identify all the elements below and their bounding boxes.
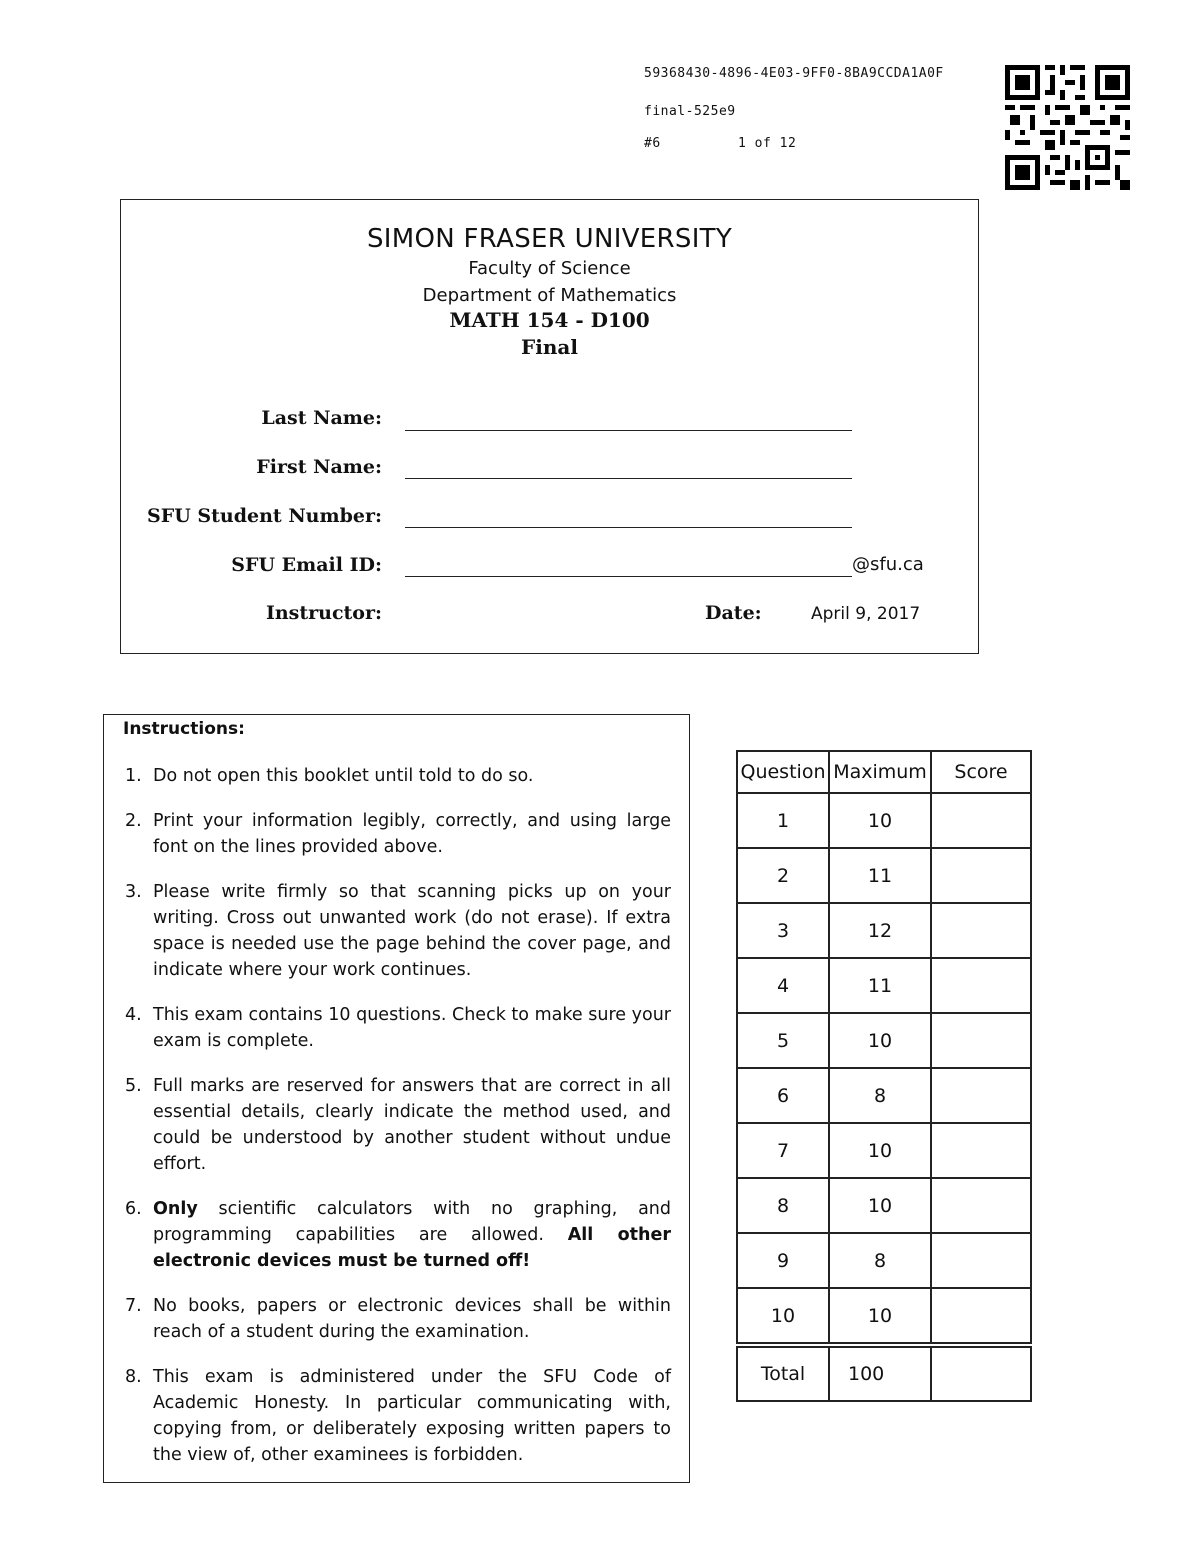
list-item-text: Please write firmly so that scanning picks up on your writing. Cross out unwanted work (do not erase). If extra space is needed use the page behind the cover page, and indicate where your work continues. bbox=[153, 882, 671, 980]
list-item bbox=[121, 1196, 671, 1274]
faculty-name: Faculty of Science bbox=[468, 258, 631, 279]
list-item-number: 2. bbox=[125, 811, 142, 831]
list-item-text: This exam contains 10 questions. Check to make sure your exam is complete. bbox=[153, 1005, 671, 1051]
maximum-cell: 10 bbox=[829, 1123, 931, 1178]
question-cell: 5 bbox=[737, 1013, 829, 1068]
score-cell[interactable] bbox=[931, 1178, 1031, 1233]
list-item-text: No books, papers or electronic devices shall be within reach of a student during the examination. bbox=[153, 1296, 671, 1342]
list-item bbox=[121, 1073, 671, 1177]
instructions-list bbox=[121, 763, 671, 1487]
list-item-text: This exam is administered under the SFU Code of Academic Honesty. In particular communicating with, copying from, or deliberately exposing written papers to the view of, other examinees is forbidden. bbox=[153, 1367, 671, 1465]
table-row bbox=[737, 1233, 1031, 1288]
exam-title: Final bbox=[521, 335, 578, 359]
list-item bbox=[121, 808, 671, 860]
list-item-number: 1. bbox=[125, 766, 142, 786]
question-cell: 8 bbox=[737, 1178, 829, 1233]
list-item-number: 6. bbox=[125, 1199, 142, 1219]
cover-info-box bbox=[120, 199, 979, 654]
total-row bbox=[737, 1345, 1031, 1401]
list-item bbox=[121, 763, 671, 789]
department-name: Department of Mathematics bbox=[422, 285, 677, 306]
instructions-title: Instructions: bbox=[123, 719, 245, 739]
total-maximum: 100 bbox=[829, 1345, 931, 1401]
question-cell: 1 bbox=[737, 793, 829, 848]
table-row bbox=[737, 848, 1031, 903]
last-name-label: Last Name: bbox=[261, 407, 382, 429]
last-name-line[interactable] bbox=[405, 429, 852, 431]
question-header: Question bbox=[737, 751, 829, 793]
list-item-text: Full marks are reserved for answers that are correct in all essential details, clearly indicate the method used, and could be understood by another student without undue effort. bbox=[153, 1076, 671, 1174]
copy-number: #6 bbox=[644, 136, 661, 151]
university-name: SIMON FRASER UNIVERSITY bbox=[366, 224, 733, 254]
maximum-cell: 11 bbox=[829, 848, 931, 903]
table-row bbox=[737, 903, 1031, 958]
maximum-cell: 8 bbox=[829, 1233, 931, 1288]
score-cell[interactable] bbox=[931, 1233, 1031, 1288]
maximum-cell: 10 bbox=[829, 793, 931, 848]
table-row bbox=[737, 1068, 1031, 1123]
list-item-number: 3. bbox=[125, 882, 142, 902]
question-cell: 4 bbox=[737, 958, 829, 1013]
date-value: April 9, 2017 bbox=[811, 604, 921, 624]
score-header: Score bbox=[931, 751, 1031, 793]
maximum-cell: 8 bbox=[829, 1068, 931, 1123]
page-number: 1 of 12 bbox=[738, 136, 797, 151]
question-cell: 2 bbox=[737, 848, 829, 903]
first-name-line[interactable] bbox=[405, 477, 852, 479]
maximum-header: Maximum bbox=[829, 751, 931, 793]
list-item-number: 4. bbox=[125, 1005, 142, 1025]
list-item bbox=[121, 879, 671, 983]
email-label: SFU Email ID: bbox=[231, 554, 382, 576]
email-line[interactable] bbox=[405, 575, 852, 577]
maximum-cell: 10 bbox=[829, 1288, 931, 1345]
score-cell[interactable] bbox=[931, 848, 1031, 903]
list-item-number: 8. bbox=[125, 1367, 142, 1387]
exam-uuid: 59368430-4896-4E03-9FF0-8BA9CCDA1A0F bbox=[644, 66, 944, 81]
table-row bbox=[737, 1123, 1031, 1178]
question-cell: 7 bbox=[737, 1123, 829, 1178]
date-label: Date: bbox=[705, 602, 762, 624]
table-header-row bbox=[737, 751, 1031, 793]
maximum-cell: 10 bbox=[829, 1013, 931, 1068]
table-row bbox=[737, 958, 1031, 1013]
list-item-bold-end: All other electronic devices must be turned off! bbox=[153, 1225, 671, 1271]
total-label: Total bbox=[737, 1345, 829, 1401]
list-item-text: Print your information legibly, correctly, and using large font on the lines provided above. bbox=[153, 811, 671, 857]
student-number-line[interactable] bbox=[405, 526, 852, 528]
list-item bbox=[121, 1364, 671, 1468]
list-item bbox=[121, 1002, 671, 1054]
question-cell: 10 bbox=[737, 1288, 829, 1345]
maximum-cell: 12 bbox=[829, 903, 931, 958]
exam-code: final-525e9 bbox=[644, 104, 736, 119]
email-suffix: @sfu.ca bbox=[852, 554, 924, 575]
list-item-bold-start: Only bbox=[153, 1199, 198, 1219]
score-cell[interactable] bbox=[931, 958, 1031, 1013]
score-cell[interactable] bbox=[931, 903, 1031, 958]
score-cell[interactable] bbox=[931, 793, 1031, 848]
list-item-text: scientific calculators with no graphing, and programming capabilities are allowed. bbox=[153, 1199, 671, 1245]
list-item bbox=[121, 1293, 671, 1345]
score-cell[interactable] bbox=[931, 1288, 1031, 1345]
qr-code-icon bbox=[1005, 65, 1130, 190]
maximum-cell: 11 bbox=[829, 958, 931, 1013]
instructions-box bbox=[103, 714, 690, 1483]
question-cell: 6 bbox=[737, 1068, 829, 1123]
score-cell[interactable] bbox=[931, 1068, 1031, 1123]
table-row bbox=[737, 1013, 1031, 1068]
total-score-cell[interactable] bbox=[931, 1345, 1031, 1401]
course-code: MATH 154 - D100 bbox=[449, 308, 650, 332]
question-cell: 9 bbox=[737, 1233, 829, 1288]
student-number-label: SFU Student Number: bbox=[147, 505, 382, 527]
list-item-text: Do not open this booklet until told to do so. bbox=[153, 766, 534, 786]
score-cell[interactable] bbox=[931, 1013, 1031, 1068]
score-cell[interactable] bbox=[931, 1123, 1031, 1178]
score-table bbox=[736, 750, 1032, 1402]
table-row bbox=[737, 1288, 1031, 1345]
table-row bbox=[737, 793, 1031, 848]
question-cell: 3 bbox=[737, 903, 829, 958]
list-item-number: 5. bbox=[125, 1076, 142, 1096]
table-row bbox=[737, 1178, 1031, 1233]
list-item-number: 7. bbox=[125, 1296, 142, 1316]
maximum-cell: 10 bbox=[829, 1178, 931, 1233]
instructor-label: Instructor: bbox=[265, 602, 382, 624]
first-name-label: First Name: bbox=[256, 456, 382, 478]
